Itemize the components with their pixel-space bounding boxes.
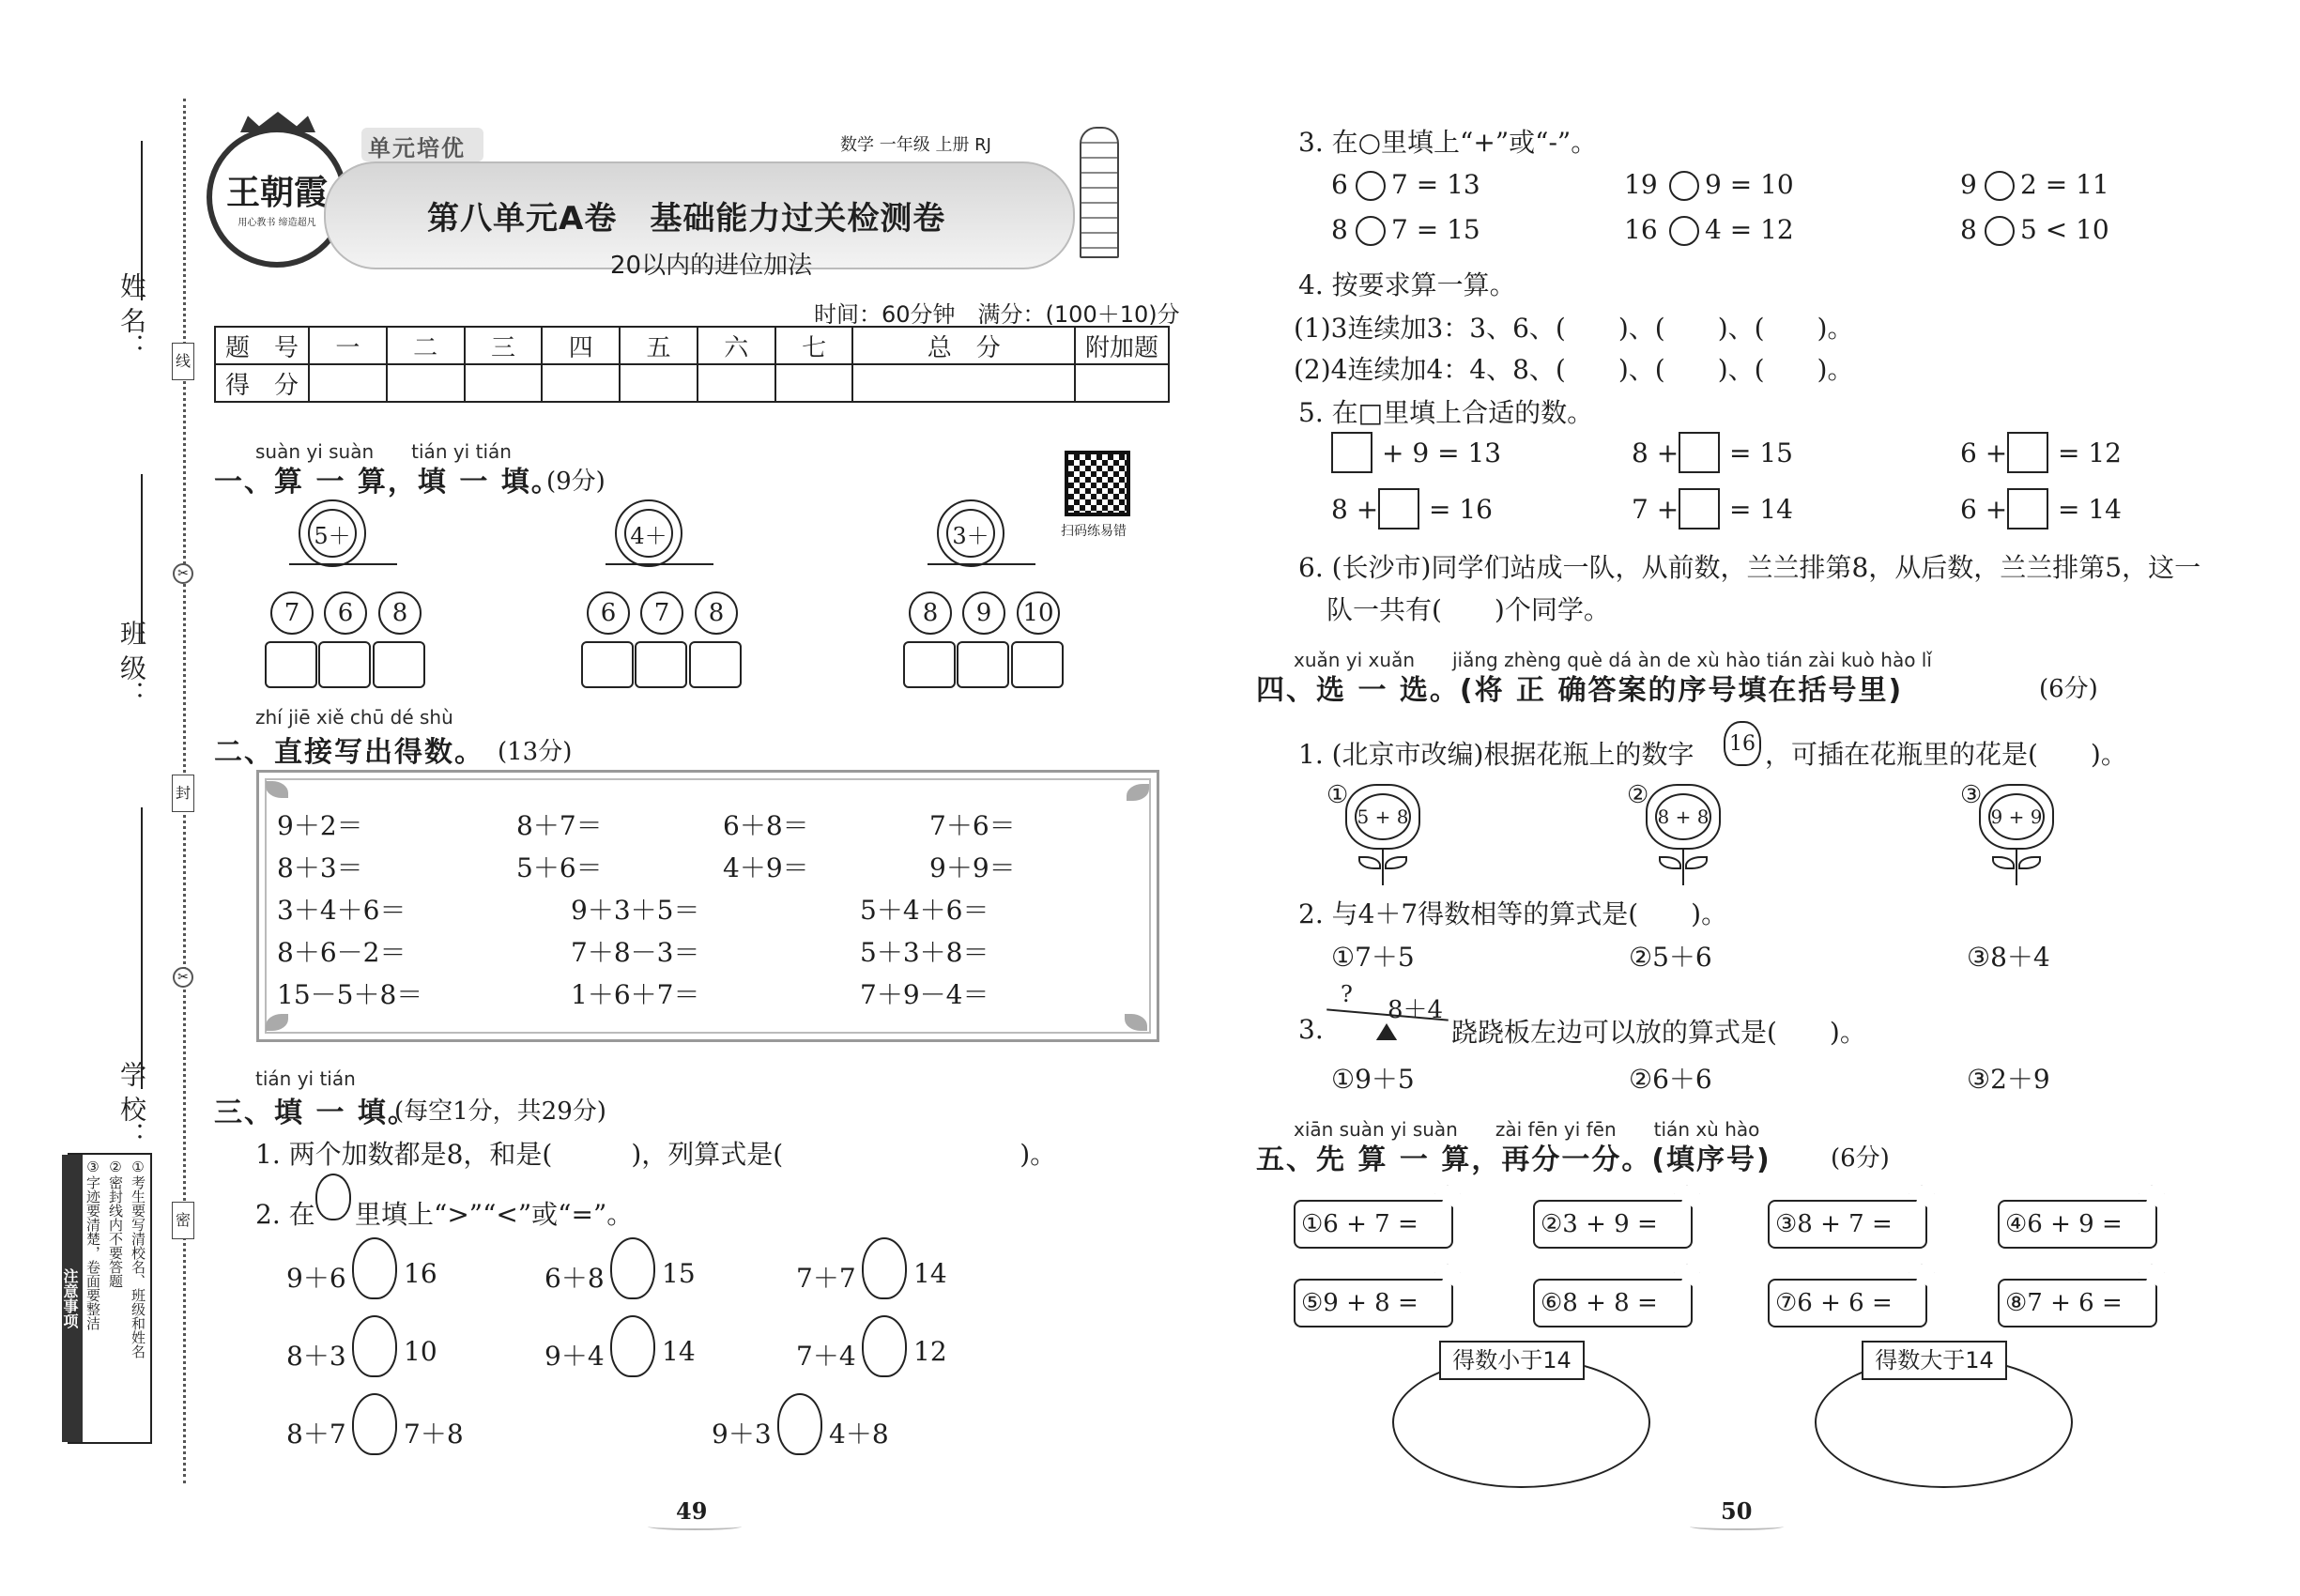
s1-pinyin: suàn yi suàn tián yi tián bbox=[255, 440, 512, 463]
flower-leaf-icon bbox=[2018, 856, 2041, 869]
comparison-right: 7＋8 bbox=[404, 1419, 464, 1450]
school-label: 学 校： bbox=[116, 1061, 147, 1148]
score-header-row bbox=[215, 327, 1169, 364]
answer-square[interactable] bbox=[1331, 432, 1372, 473]
notice-title: 注意事项 bbox=[62, 1155, 83, 1442]
lighthouse-icon bbox=[1080, 127, 1119, 258]
s4-q1-a: 1. (北京市改编)根据花瓶上的数字 bbox=[1298, 739, 1694, 770]
equation-left: 6 + bbox=[1960, 494, 2008, 525]
operator-blank-circle[interactable] bbox=[1985, 171, 2015, 201]
addend-circle: 8 bbox=[909, 591, 952, 635]
equation-right: 4 = 12 bbox=[1705, 214, 1794, 245]
equation-right: = 14 bbox=[2058, 494, 2122, 525]
s1-points: (9分) bbox=[546, 468, 606, 496]
s2-title: 二、直接写出得数。 bbox=[214, 736, 484, 769]
s4-option[interactable]: ①7＋5 bbox=[1331, 942, 1415, 973]
expression-card[interactable] bbox=[1533, 1279, 1693, 1327]
score-cell[interactable] bbox=[309, 364, 387, 402]
bulb-icon[interactable] bbox=[352, 1393, 397, 1455]
s2-problem: 5＋3＋8＝ bbox=[860, 937, 989, 968]
answer-box[interactable] bbox=[1011, 641, 1064, 688]
equation-right: 2 = 11 bbox=[2020, 169, 2109, 200]
answer-box[interactable] bbox=[581, 641, 634, 688]
s3-q4-1: (1)3连续加3：3、6、( )、( )、( )。 bbox=[1294, 313, 1854, 344]
class-label: 班 级： bbox=[116, 620, 147, 707]
seal-mark-1: 线 bbox=[172, 343, 194, 380]
scissors-icon: ✂ bbox=[173, 967, 193, 988]
vase-number: 16 bbox=[1729, 731, 1756, 756]
s3-q4: 4. 按要求算一算。 bbox=[1298, 269, 1516, 300]
expression-card[interactable] bbox=[1768, 1279, 1927, 1327]
equation-right: = 15 bbox=[1729, 437, 1793, 468]
equation-right: 7 = 15 bbox=[1391, 214, 1480, 245]
s2-problem: 8＋6－2＝ bbox=[277, 937, 406, 968]
s2-problem: 5＋4＋6＝ bbox=[860, 895, 989, 926]
s4-pinyin: xuǎn yi xuǎn jiǎng zhèng què dá àn de xù hào tián zài kuò hào lǐ bbox=[1294, 649, 1932, 671]
s2-problem: 9＋2＝ bbox=[277, 810, 363, 841]
s4-option[interactable]: ③2＋9 bbox=[1967, 1064, 2050, 1095]
equation-right: 9 = 10 bbox=[1705, 169, 1794, 200]
addend-circle: 8 bbox=[695, 591, 738, 635]
answer-square[interactable] bbox=[1679, 432, 1720, 473]
flower-option-number[interactable]: ③ bbox=[1960, 781, 1983, 809]
expression-text: ⑤9 + 8 = bbox=[1301, 1289, 1418, 1317]
notice-item: ②密封线内不要答题 bbox=[107, 1159, 124, 1288]
s2-problem: 9＋9＝ bbox=[929, 852, 1016, 883]
page-wave-decoration bbox=[1690, 1523, 1784, 1530]
comparison-left: 7＋7 bbox=[796, 1263, 856, 1294]
page-title: 第八单元A卷 基础能力过关检测卷 bbox=[427, 200, 946, 238]
s3-q5: 5. 在□里填上合适的数。 bbox=[1298, 397, 1594, 428]
less-than-14-label: 得数小于14 bbox=[1439, 1341, 1585, 1380]
score-header-cell: 附加题 bbox=[1075, 327, 1169, 364]
s2-problem: 7＋6＝ bbox=[929, 810, 1016, 841]
s3-q6-b: 队一共有( )个同学。 bbox=[1326, 594, 1610, 625]
s3-pinyin: tián yi tián bbox=[255, 1067, 356, 1090]
bulb-icon[interactable] bbox=[610, 1237, 655, 1299]
score-header-cell: 五 bbox=[620, 327, 698, 364]
class-field[interactable] bbox=[141, 474, 143, 643]
score-row-label: 得 分 bbox=[215, 364, 309, 402]
equation-left: 16 bbox=[1624, 214, 1658, 245]
tree-branch bbox=[928, 563, 970, 565]
logo-text: 王朝霞 bbox=[225, 173, 328, 212]
equation-left: 7 + bbox=[1632, 494, 1679, 525]
qr-code-icon[interactable] bbox=[1065, 451, 1130, 516]
flower-leaf-icon bbox=[1659, 856, 1681, 869]
flower-stem-icon bbox=[2016, 850, 2017, 885]
expression-text: ⑧7 + 6 = bbox=[2005, 1289, 2123, 1317]
addend-circle: 7 bbox=[640, 591, 683, 635]
tree-branch bbox=[970, 563, 1035, 565]
score-table bbox=[214, 326, 1170, 403]
score-header-cell: 一 bbox=[309, 327, 387, 364]
s2-points: (13分) bbox=[498, 738, 573, 766]
expression-card[interactable] bbox=[1533, 1200, 1693, 1249]
score-value-row bbox=[215, 364, 1169, 402]
comparison-left: 9＋6 bbox=[286, 1263, 346, 1294]
s2-problem: 8＋7＝ bbox=[516, 810, 603, 841]
score-cell[interactable] bbox=[542, 364, 620, 402]
s2-problem: 1＋6＋7＝ bbox=[571, 979, 700, 1010]
s4-q3-text: 跷跷板左边可以放的算式是( )。 bbox=[1451, 1017, 1866, 1048]
page-number-left: 49 bbox=[676, 1497, 708, 1525]
addend-circle: 6 bbox=[324, 591, 367, 635]
answer-box[interactable] bbox=[318, 641, 371, 688]
expression-card[interactable] bbox=[1998, 1279, 2157, 1327]
score-cell[interactable] bbox=[1075, 364, 1169, 402]
comparison-left: 8＋3 bbox=[286, 1341, 346, 1372]
score-header-cell: 二 bbox=[387, 327, 465, 364]
flower-stem-icon bbox=[1382, 850, 1384, 885]
s3-q3: 3. 在○里填上“+”或“-”。 bbox=[1298, 127, 1598, 158]
tree-branch bbox=[606, 563, 648, 565]
s4-q3-num: 3. bbox=[1298, 1014, 1324, 1045]
answer-box[interactable] bbox=[957, 641, 1009, 688]
equation-left: 6 + bbox=[1960, 437, 2008, 468]
answer-square[interactable] bbox=[2007, 488, 2048, 529]
comparison-right: 14 bbox=[662, 1336, 696, 1367]
operator-blank-circle[interactable] bbox=[1985, 216, 2015, 246]
page-number-right: 50 bbox=[1721, 1497, 1753, 1525]
score-header-cell: 三 bbox=[465, 327, 543, 364]
equation-right: = 16 bbox=[1429, 494, 1493, 525]
s3-q2-b: 里填上“>”“<”或“=”。 bbox=[355, 1199, 634, 1230]
flower-leaf-icon bbox=[1685, 856, 1708, 869]
score-cell[interactable] bbox=[852, 364, 1075, 402]
equation-right: = 12 bbox=[2058, 437, 2122, 468]
s4-q1-b: ，可插在花瓶里的花是( )。 bbox=[1765, 739, 2127, 770]
operator-blank-circle[interactable] bbox=[1669, 171, 1699, 201]
s3-q4-2: (2)4连续加4：4、8、( )、( )、( )。 bbox=[1294, 354, 1854, 385]
s4-option[interactable]: ①9＋5 bbox=[1331, 1064, 1415, 1095]
comparison-left: 6＋8 bbox=[544, 1263, 605, 1294]
answer-box[interactable] bbox=[373, 641, 425, 688]
comparison-right: 15 bbox=[662, 1258, 696, 1289]
score-cell[interactable] bbox=[465, 364, 543, 402]
expression-text: ⑦6 + 6 = bbox=[1775, 1289, 1893, 1317]
expression-card[interactable] bbox=[1768, 1200, 1927, 1249]
flower-leaf-icon bbox=[1385, 856, 1407, 869]
addend-circle: 7 bbox=[270, 591, 314, 635]
s4-title: 四、选 一 选。(将 正 确答案的序号填在括号里) bbox=[1256, 674, 1904, 707]
flower-option-number[interactable]: ② bbox=[1627, 781, 1649, 809]
s4-q2: 2. 与4＋7得数相等的算式是( )。 bbox=[1298, 898, 1728, 929]
s2-pinyin: zhí jiē xiě chū dé shù bbox=[255, 706, 453, 729]
comparison-left: 7＋4 bbox=[796, 1341, 856, 1372]
bulb-icon bbox=[315, 1174, 351, 1220]
seal-mark-2: 封 bbox=[172, 775, 194, 812]
series-label: 单元培优 bbox=[368, 135, 466, 161]
equation-left: 9 bbox=[1960, 169, 1977, 200]
s1-title: 一、算 一 算，填 一 填。 bbox=[214, 466, 561, 499]
comparison-right: 14 bbox=[913, 1258, 947, 1289]
score-header-cell: 七 bbox=[775, 327, 853, 364]
flower-center: 9 + 9 bbox=[1988, 793, 2045, 840]
addend-circle: 6 bbox=[587, 591, 630, 635]
score-cell[interactable] bbox=[698, 364, 775, 402]
bulb-icon[interactable] bbox=[352, 1315, 397, 1377]
s3-q1: 1. 两个加数都是8，和是( )，列算式是( )。 bbox=[255, 1139, 1057, 1170]
vase-icon bbox=[1724, 721, 1761, 766]
seesaw-pivot bbox=[1376, 1023, 1397, 1040]
expression-text: ①6 + 7 = bbox=[1301, 1210, 1418, 1238]
s2-problem: 4＋9＝ bbox=[723, 852, 809, 883]
equation-right: 7 = 13 bbox=[1391, 169, 1480, 200]
expression-text: ⑥8 + 8 = bbox=[1541, 1289, 1658, 1317]
flower-leaf-icon bbox=[1358, 856, 1381, 869]
comparison-left: 8＋7 bbox=[286, 1419, 346, 1450]
operator-blank-circle[interactable] bbox=[1669, 216, 1699, 246]
answer-box[interactable] bbox=[635, 641, 687, 688]
expression-text: ②3 + 9 = bbox=[1541, 1210, 1658, 1238]
tree-branch bbox=[289, 563, 331, 565]
expression-card[interactable] bbox=[1294, 1200, 1453, 1249]
flower-stem-icon bbox=[1682, 850, 1684, 885]
expression-card[interactable] bbox=[1998, 1200, 2157, 1249]
s4-option[interactable]: ②5＋6 bbox=[1629, 942, 1712, 973]
s3-title: 三、填 一 填。 bbox=[214, 1097, 418, 1129]
score-header-cell: 六 bbox=[698, 327, 775, 364]
answer-box[interactable] bbox=[903, 641, 956, 688]
equation-left: 6 bbox=[1331, 169, 1348, 200]
answer-square[interactable] bbox=[1679, 488, 1720, 529]
comparison-left: 9＋3 bbox=[712, 1419, 772, 1450]
equation-left: 8 bbox=[1960, 214, 1977, 245]
comparison-right: 10 bbox=[404, 1336, 437, 1367]
logo-crown-icon bbox=[240, 112, 315, 132]
comparison-right: 12 bbox=[913, 1336, 947, 1367]
tree-branch bbox=[648, 563, 713, 565]
expression-card[interactable] bbox=[1294, 1279, 1453, 1327]
score-header-cell: 四 bbox=[542, 327, 620, 364]
score-cell[interactable] bbox=[775, 364, 853, 402]
flower-leaf-icon bbox=[1992, 856, 2015, 869]
equation-left: 8 + bbox=[1331, 494, 1379, 525]
page-wave-decoration bbox=[648, 1523, 742, 1530]
comparison-right: 4＋8 bbox=[829, 1419, 889, 1450]
equation-right: = 14 bbox=[1729, 494, 1793, 525]
score-cell[interactable] bbox=[620, 364, 698, 402]
flower-option-number[interactable]: ① bbox=[1326, 781, 1349, 809]
notice-box bbox=[61, 1153, 152, 1444]
school-field[interactable] bbox=[141, 807, 143, 1089]
flower-center: 8 + 8 bbox=[1655, 793, 1711, 840]
time-score: 时间：60分钟 满分：(100＋10)分 bbox=[814, 301, 1180, 328]
score-header-cell: 题 号 bbox=[215, 327, 309, 364]
s4-points: (6分) bbox=[2039, 675, 2098, 703]
expression-text: ③8 + 7 = bbox=[1775, 1210, 1893, 1238]
s2-problem: 7＋9－4＝ bbox=[860, 979, 989, 1010]
operator-circle: 3＋ bbox=[946, 509, 995, 558]
bulb-icon[interactable] bbox=[862, 1315, 907, 1377]
addend-circle: 10 bbox=[1017, 591, 1060, 635]
operator-circle: 5＋ bbox=[308, 509, 357, 558]
s2-problem: 15－5＋8＝ bbox=[277, 979, 423, 1010]
s3-q6-a: 6. (长沙市)同学们站成一队，从前数，兰兰排第8，从后数，兰兰排第5，这一 bbox=[1298, 552, 2201, 583]
s3-points: (每空1分，共29分) bbox=[394, 1097, 606, 1126]
name-label: 姓 名： bbox=[116, 272, 147, 360]
comparison-right: 16 bbox=[404, 1258, 437, 1289]
tree-branch bbox=[331, 563, 397, 565]
seesaw-question: ? bbox=[1341, 981, 1353, 1007]
equation-right: 5 < 10 bbox=[2020, 214, 2109, 245]
score-cell[interactable] bbox=[387, 364, 465, 402]
s5-pinyin: xiān suàn yi suàn zài fēn yi fēn tián xù hào bbox=[1294, 1118, 1760, 1141]
scissors-icon: ✂ bbox=[173, 563, 193, 584]
seal-mark-3: 密 bbox=[172, 1202, 194, 1239]
bulb-icon[interactable] bbox=[862, 1237, 907, 1299]
equation-left: 19 bbox=[1624, 169, 1658, 200]
s2-problem: 9＋3＋5＝ bbox=[571, 895, 700, 926]
equation-right: + 9 = 13 bbox=[1382, 437, 1502, 468]
s3-q2-a: 2. 在 bbox=[255, 1199, 315, 1230]
addend-circle: 9 bbox=[962, 591, 1005, 635]
subject-info: 数学 一年级 上册 RJ bbox=[840, 135, 991, 155]
comparison-left: 9＋4 bbox=[544, 1341, 605, 1372]
answer-square[interactable] bbox=[2007, 432, 2048, 473]
qr-caption: 扫码练易错 bbox=[1061, 524, 1127, 539]
s4-option[interactable]: ③8＋4 bbox=[1967, 942, 2050, 973]
s5-points: (6分) bbox=[1831, 1144, 1890, 1173]
equation-left: 8 bbox=[1331, 214, 1348, 245]
logo-sub: 用心教书 缔造超凡 bbox=[238, 218, 316, 228]
name-field[interactable] bbox=[141, 141, 143, 300]
bulb-icon[interactable] bbox=[352, 1237, 397, 1299]
notice-item: ①考生要写清校名、班级和姓名 bbox=[130, 1159, 146, 1358]
bulb-icon[interactable] bbox=[777, 1393, 822, 1455]
s5-title: 五、先 算 一 算，再分一分。(填序号) bbox=[1256, 1143, 1771, 1176]
operator-blank-circle[interactable] bbox=[1356, 216, 1386, 246]
addend-circle: 8 bbox=[378, 591, 422, 635]
operator-blank-circle[interactable] bbox=[1356, 171, 1386, 201]
more-than-14-label: 得数大于14 bbox=[1862, 1341, 2007, 1380]
equation-left: 8 + bbox=[1632, 437, 1679, 468]
flower-center: 5 + 8 bbox=[1355, 793, 1411, 840]
s2-problem: 7＋8－3＝ bbox=[571, 937, 700, 968]
operator-circle: 4＋ bbox=[624, 509, 673, 558]
expression-text: ④6 + 9 = bbox=[2005, 1210, 2123, 1238]
seesaw-expr: 8＋4 bbox=[1388, 996, 1444, 1024]
s2-problem: 3＋4＋6＝ bbox=[277, 895, 406, 926]
score-header-cell: 总 分 bbox=[852, 327, 1075, 364]
answer-box[interactable] bbox=[265, 641, 317, 688]
page-subtitle: 20以内的进位加法 bbox=[610, 252, 813, 280]
s2-problem: 6＋8＝ bbox=[723, 810, 809, 841]
bulb-icon[interactable] bbox=[610, 1315, 655, 1377]
answer-box[interactable] bbox=[689, 641, 742, 688]
s2-problem: 8＋3＝ bbox=[277, 852, 363, 883]
answer-square[interactable] bbox=[1378, 488, 1419, 529]
s4-option[interactable]: ②6＋6 bbox=[1629, 1064, 1712, 1095]
notice-item: ③字迹要清楚，卷面要整洁 bbox=[84, 1159, 101, 1330]
s2-problem: 5＋6＝ bbox=[516, 852, 603, 883]
